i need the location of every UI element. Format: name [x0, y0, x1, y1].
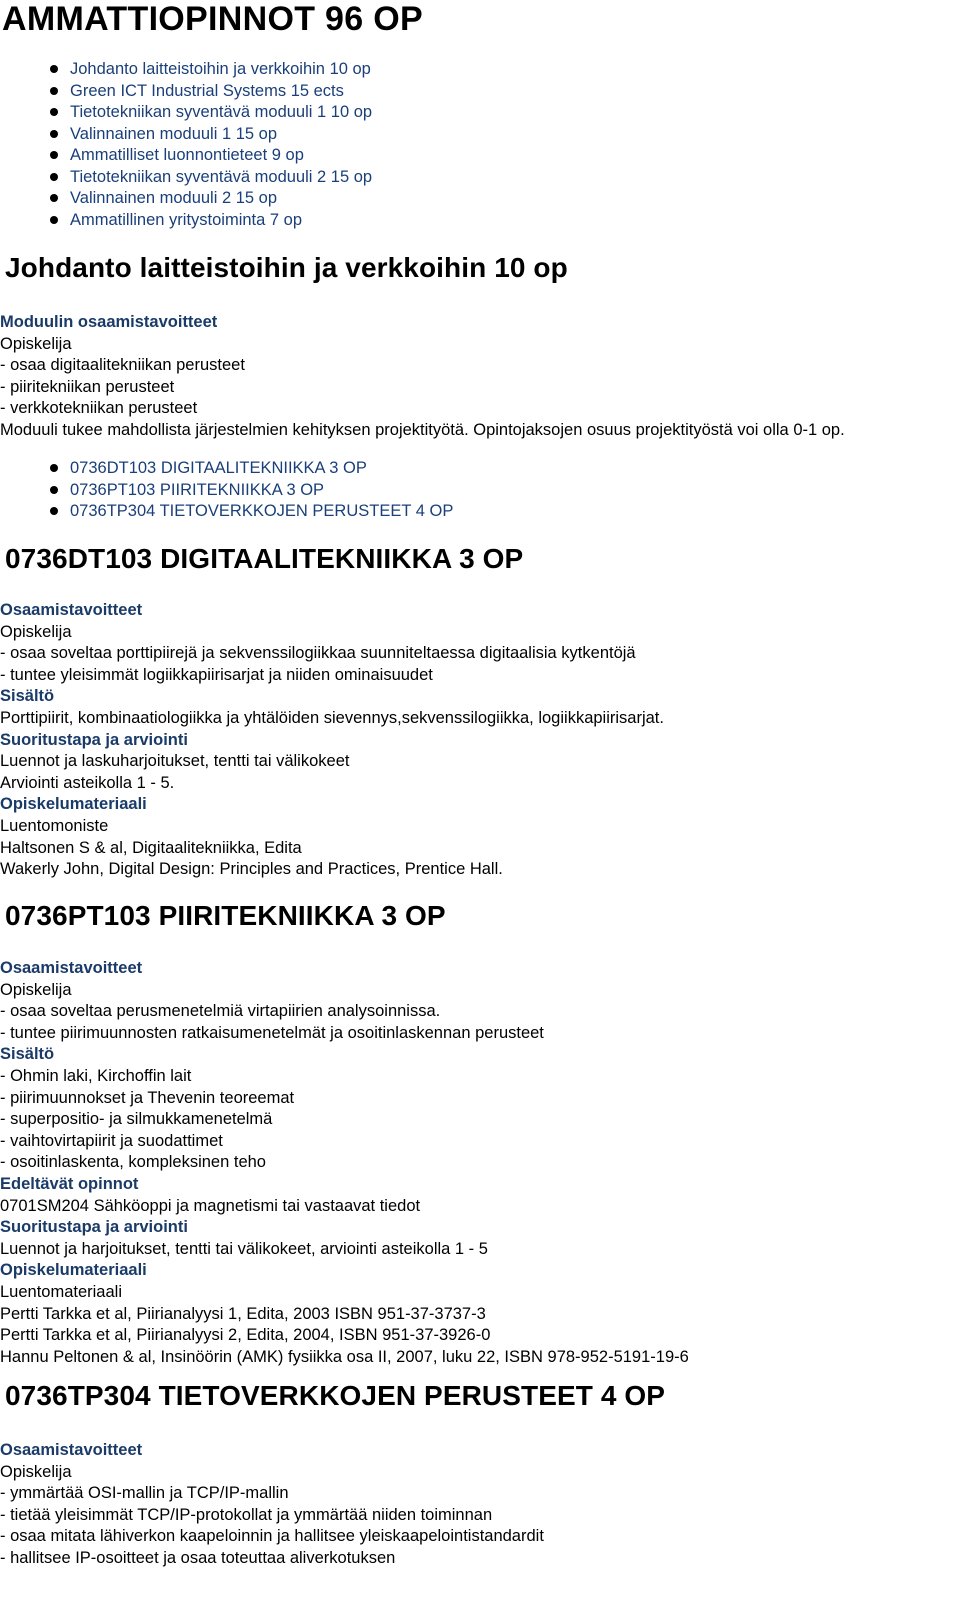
content-text: Porttipiirit, kombinaatiologiikka ja yhtälöiden sievennys,sekvenssilogiikka, logiikkapiirisarjat. — [0, 708, 664, 727]
method-text: Luennot ja harjoitukset, tentti tai välikokeet, arviointi asteikolla 1 - 5 — [0, 1239, 488, 1258]
course-heading: 0736DT103 DIGITAALITEKNIIKKA 3 OP — [5, 543, 524, 574]
material-label: Opiskelumateriaali — [0, 795, 147, 814]
material-line: Luentomateriaali — [0, 1282, 122, 1301]
method-label: Suoritustapa ja arviointi — [0, 730, 188, 749]
material-line: Haltsonen S & al, Digitaalitekniikka, Edita — [0, 838, 302, 857]
goal-line: - osaa digitaalitekniikan perusteet — [0, 356, 245, 375]
goals-label: Osaamistavoitteet — [0, 1441, 143, 1459]
toc-link[interactable]: Valinnainen moduuli 2 15 op — [50, 188, 372, 210]
course-body — [0, 958, 689, 1368]
method-line: Arviointi asteikolla 1 - 5. — [0, 773, 175, 792]
student-label: Opiskelija — [0, 1462, 72, 1481]
toc-link[interactable]: Tietotekniikan syventävä moduuli 2 15 op — [50, 167, 372, 189]
table-of-contents — [50, 59, 372, 231]
content-line: - osoitinlaskenta, kompleksinen teho — [0, 1153, 266, 1172]
page-title: AMMATTIOPINNOT 96 OP — [2, 0, 423, 38]
course-link[interactable]: 0736DT103 DIGITAALITEKNIIKKA 3 OP — [50, 458, 453, 480]
content-line: - superpositio- ja silmukkamenetelmä — [0, 1110, 273, 1129]
toc-link[interactable]: Johdanto laitteistoihin ja verkkoihin 10 op — [50, 59, 372, 81]
toc-link[interactable]: Valinnainen moduuli 1 15 op — [50, 124, 372, 146]
content-line: - Ohmin laki, Kirchoffin lait — [0, 1066, 192, 1085]
module-note: Moduuli tukee mahdollista järjestelmien kehityksen projektityötä. Opintojaksojen osuus projektityöstä voi olla 0-1 op. — [0, 420, 845, 439]
material-label: Opiskelumateriaali — [0, 1261, 147, 1280]
goal-line: - tietää yleisimmät TCP/IP-protokollat ja ymmärtää niiden toiminnan — [0, 1505, 493, 1524]
goal-line: - osaa mitata lähiverkon kaapeloinnin ja hallitsee yleiskaapelointistandardit — [0, 1527, 544, 1546]
content-label: Sisältö — [0, 1045, 55, 1064]
material-line: Hannu Peltonen & al, Insinöörin (AMK) fysiikka osa II, 2007, luku 22, ISBN 978-952-5191-19-6 — [0, 1347, 689, 1366]
content-line: - vaihtovirtapiirit ja suodattimet — [0, 1131, 223, 1150]
goal-line: - piiritekniikan perusteet — [0, 377, 175, 396]
material-line: Luentomoniste — [0, 816, 109, 835]
course-links — [50, 458, 453, 523]
goal-line: - osaa soveltaa perusmenetelmiä virtapiirien analysoinnissa. — [0, 1002, 441, 1021]
prereq-text: 0701SM204 Sähköoppi ja magnetismi tai vastaavat tiedot — [0, 1196, 421, 1215]
student-label: Opiskelija — [0, 980, 72, 999]
material-line: Wakerly John, Digital Design: Principles and Practices, Prentice Hall. — [0, 860, 503, 879]
goals-label: Osaamistavoitteet — [0, 601, 143, 619]
goal-line: - tuntee yleisimmät logiikkapiirisarjat ja niiden ominaisuudet — [0, 665, 433, 684]
method-line: Luennot ja laskuharjoitukset, tentti tai välikokeet — [0, 752, 350, 771]
goal-line: - osaa soveltaa porttipiirejä ja sekvenssilogiikkaa suunniteltaessa digitaalisia kytkentöjä — [0, 644, 636, 663]
content-label: Sisältö — [0, 687, 55, 706]
toc-link[interactable]: Ammatilliset luonnontieteet 9 op — [50, 145, 372, 167]
method-label: Suoritustapa ja arviointi — [0, 1218, 188, 1237]
toc-link[interactable]: Green ICT Industrial Systems 15 ects — [50, 81, 372, 103]
student-label: Opiskelija — [0, 622, 72, 641]
toc-link[interactable]: Ammatillinen yritystoiminta 7 op — [50, 210, 372, 232]
module-goals-label: Moduulin osaamistavoitteet — [0, 313, 218, 331]
content-line: - piirimuunnokset ja Thevenin teoreemat — [0, 1088, 295, 1107]
goals-label: Osaamistavoitteet — [0, 959, 143, 977]
course-heading: 0736TP304 TIETOVERKKOJEN PERUSTEET 4 OP — [5, 1380, 666, 1411]
course-link[interactable]: 0736TP304 TIETOVERKKOJEN PERUSTEET 4 OP — [50, 501, 453, 523]
course-link[interactable]: 0736PT103 PIIRITEKNIIKKA 3 OP — [50, 480, 453, 502]
goal-line: - tuntee piirimuunnosten ratkaisumenetelmät ja osoitinlaskennan perusteet — [0, 1023, 544, 1042]
material-line: Pertti Tarkka et al, Piirianalyysi 2, Edita, 2004, ISBN 951-37-3926-0 — [0, 1326, 491, 1345]
goal-line: - ymmärtää OSI-mallin ja TCP/IP-mallin — [0, 1484, 289, 1503]
student-label: Opiskelija — [0, 334, 72, 353]
course-body — [0, 1440, 544, 1570]
goal-line: - verkkotekniikan perusteet — [0, 399, 198, 418]
prereq-label: Edeltävät opinnot — [0, 1174, 139, 1193]
module-heading: Johdanto laitteistoihin ja verkkoihin 10 op — [5, 252, 568, 283]
goal-line: - hallitsee IP-osoitteet ja osaa toteuttaa aliverkotuksen — [0, 1548, 396, 1567]
module-goals — [0, 312, 845, 442]
material-line: Pertti Tarkka et al, Piirianalyysi 1, Edita, 2003 ISBN 951-37-3737-3 — [0, 1304, 486, 1323]
toc-link[interactable]: Tietotekniikan syventävä moduuli 1 10 op — [50, 102, 372, 124]
course-heading: 0736PT103 PIIRITEKNIIKKA 3 OP — [5, 900, 446, 931]
course-body — [0, 600, 664, 881]
